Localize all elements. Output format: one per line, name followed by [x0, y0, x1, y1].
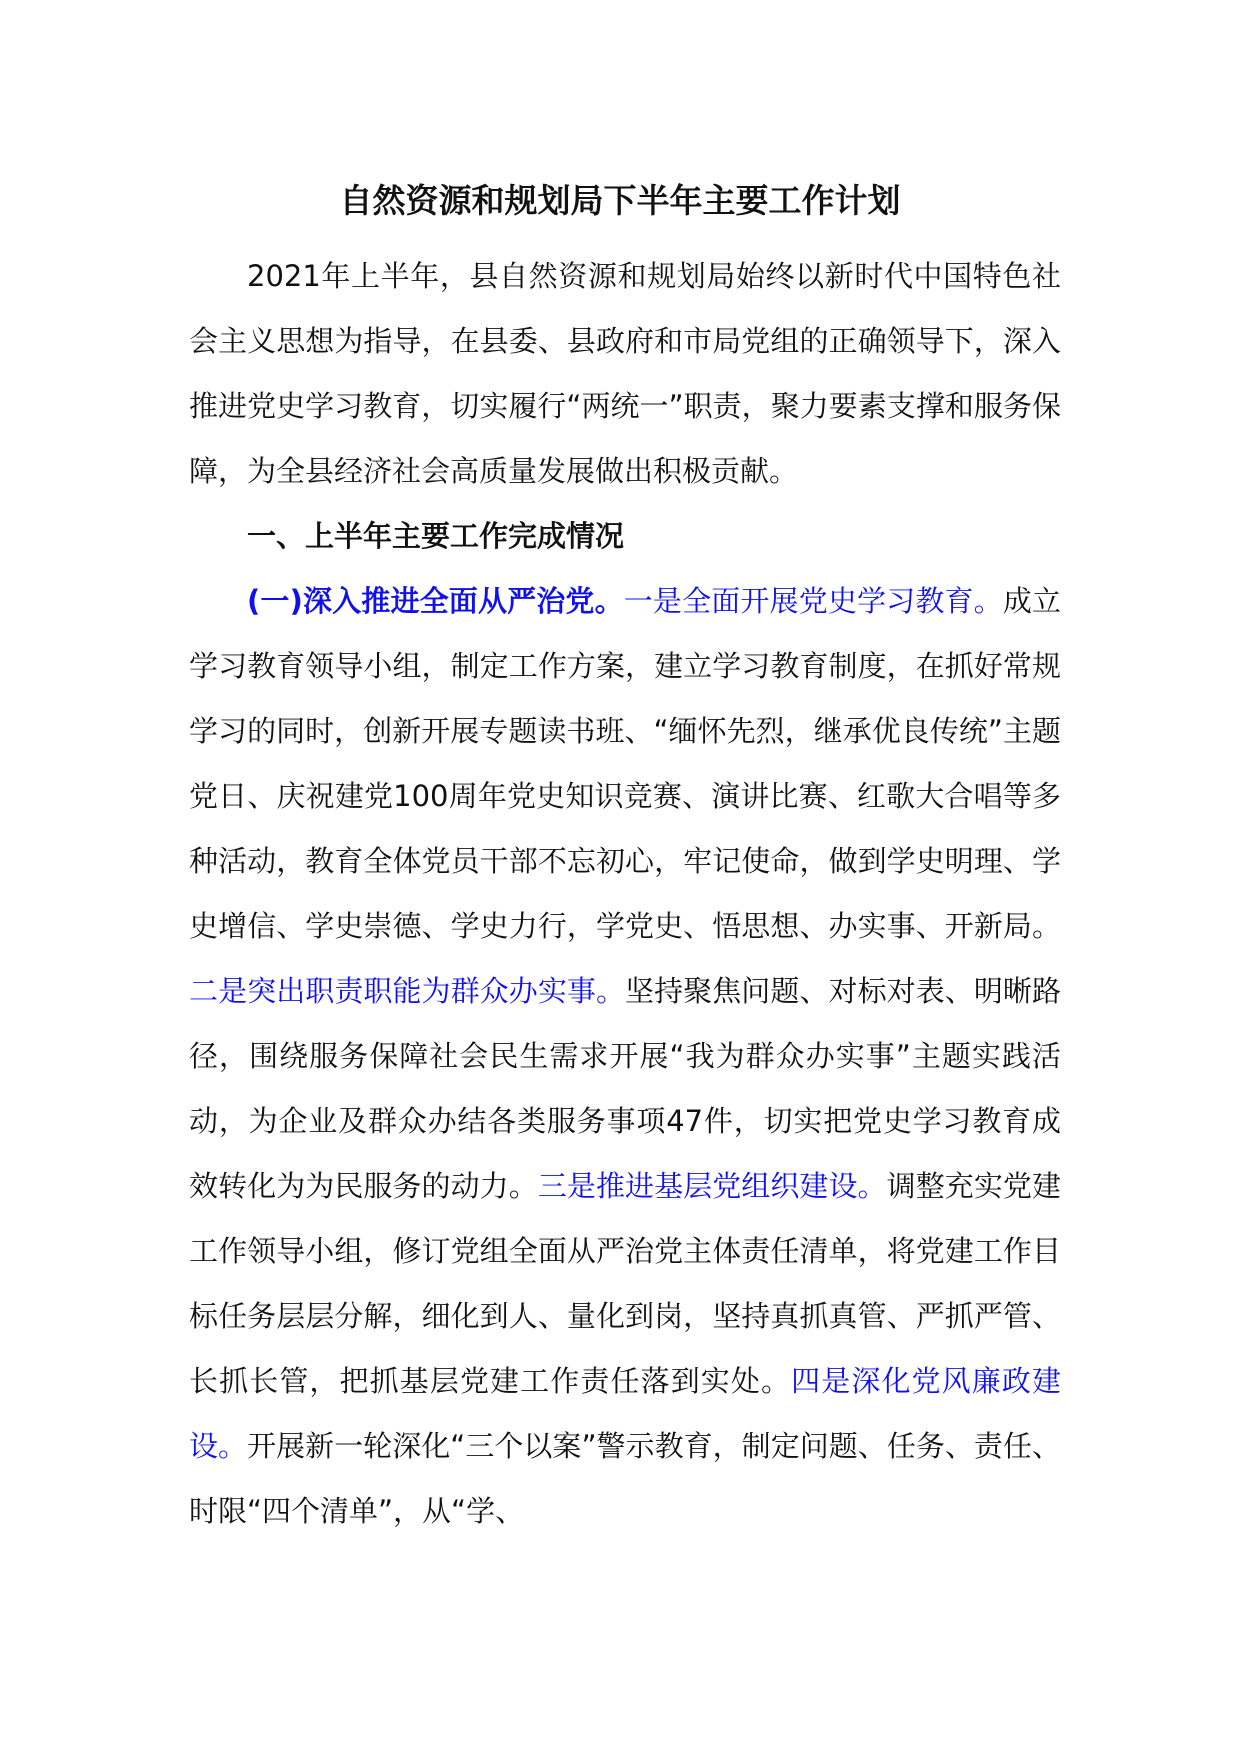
point-title-3: 三是推进基层党组织建设。 — [537, 1169, 887, 1203]
intro-paragraph: 2021年上半年，县自然资源和规划局始终以新时代中国特色社会主义思想为指导，在县委、县政府和市局党组的正确领导下，深入推进党史学习教育，切实履行“两统一”职责，聚力要素支撑和服务保障，为全县经济社会高质量发展做出积极贡献。 — [189, 259, 1061, 488]
point-title-1: 一是全面开展党史学习教育。 — [623, 584, 1003, 618]
document-body — [189, 244, 1061, 1544]
point-title-2: 二是突出职责职能为群众办实事。 — [189, 974, 626, 1008]
point-title-4: 四是深化党风廉政建设。 — [189, 1364, 1061, 1463]
point-text-2: 坚持聚焦问题、对标对表、明晰路径，围绕服务保障社会民生需求开展“我为群众办实事”主题实践活动，为企业及群众办结各类服务事项47件，切实把党史学习教育成效转化为为民服务的动力。 — [189, 974, 1061, 1203]
section-heading-1: 一、上半年主要工作完成情况 — [247, 519, 625, 553]
point-text-4: 开展新一轮深化“三个以案”警示教育，制定问题、任务、责任、时限“四个清单”，从“学、 — [189, 1429, 1061, 1528]
point-text-1: 成立学习教育领导小组，制定工作方案，建立学习教育制度，在抓好常规学习的同时，创新开展专题读书班、“缅怀先烈，继承优良传统”主题党日、庆祝建党100周年党史知识竞赛、演讲比赛、红歌大合唱等多种活动，教育全体党员干部不忘初心，牢记使命，做到学史明理、学史增信、学史崇德、学史力行，学党史、悟思想、办实事、开新局。 — [189, 584, 1061, 943]
subsection-paragraph-1 — [189, 569, 1061, 1544]
subsection-heading-1: (一)深入推进全面从严治党。 — [247, 584, 624, 618]
point-text-3: 调整充实党建工作领导小组，修订党组全面从严治党主体责任清单，将党建工作目标任务层层分解，细化到人、量化到岗，坚持真抓真管、严抓严管、长抓长管，把抓基层党建工作责任落到实处。 — [189, 1169, 1061, 1398]
document-title: 自然资源和规划局下半年主要工作计划 — [339, 181, 901, 220]
